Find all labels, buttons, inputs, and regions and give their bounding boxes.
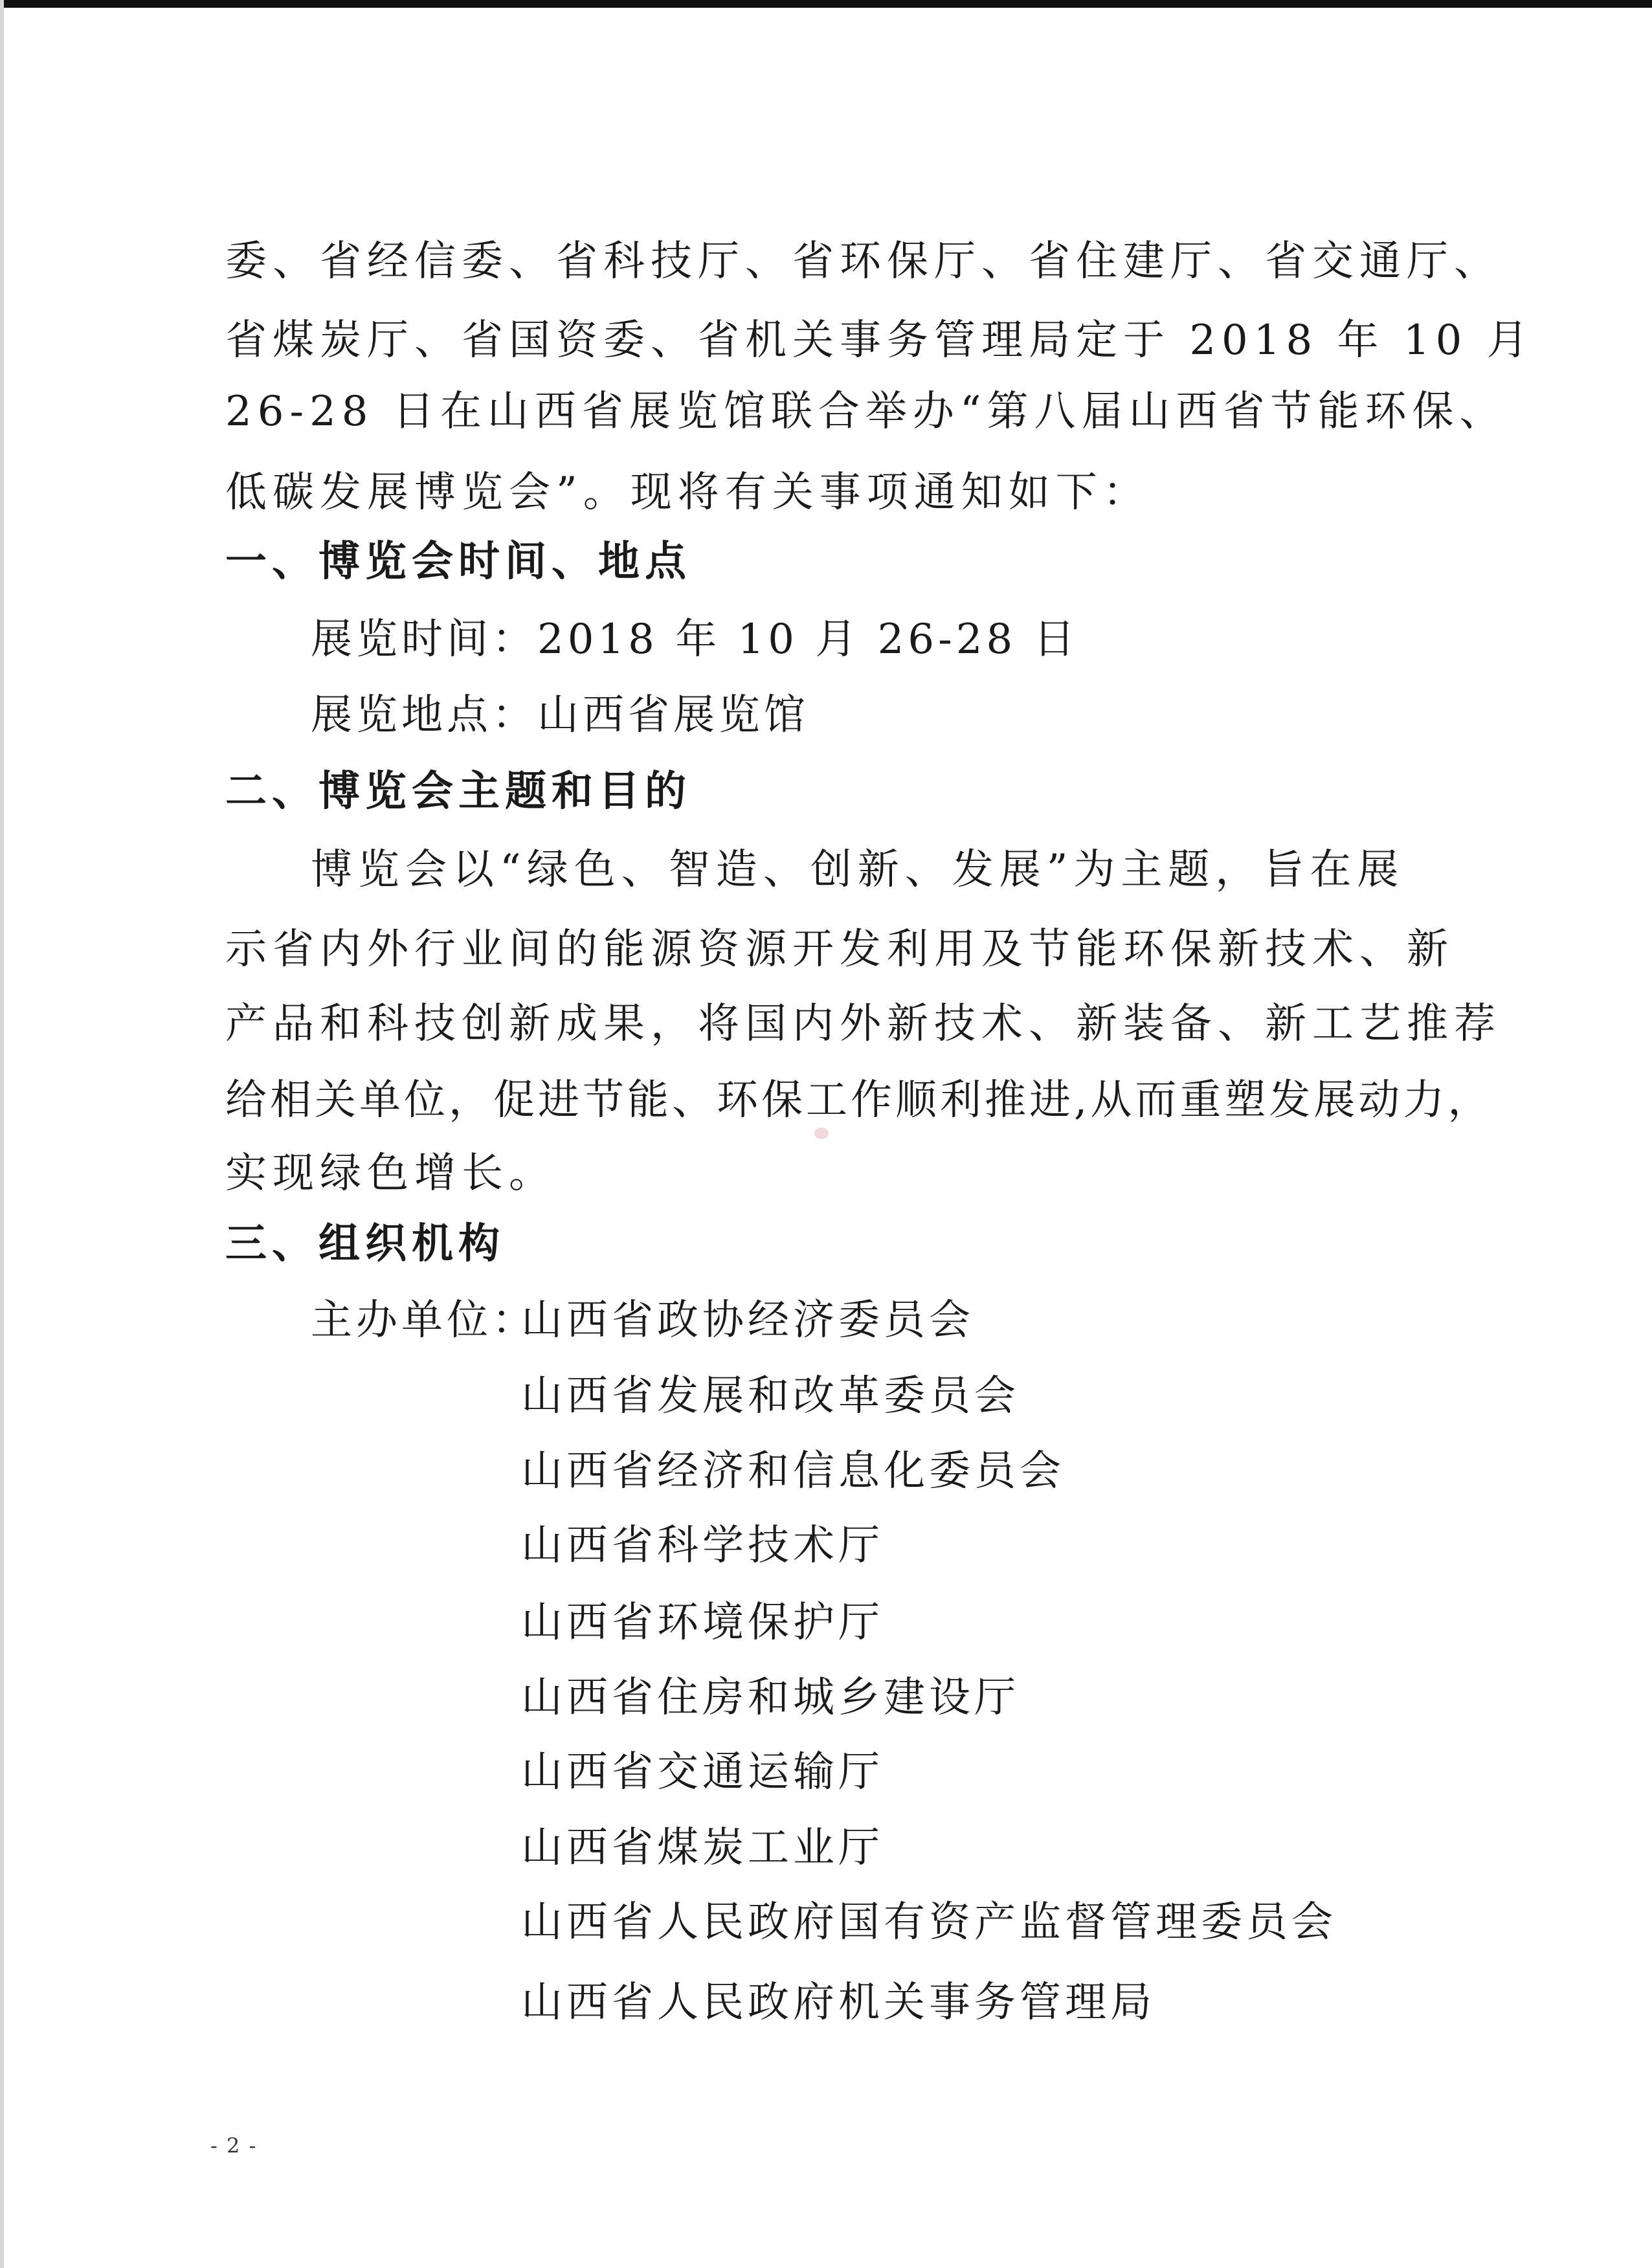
organizer-item-2: 山西省发展和改革委员会	[521, 1372, 1020, 1420]
organizer-item-6: 山西省住房和城乡建设厅	[521, 1674, 1020, 1722]
exhibition-time: 展览时间：2018 年 10 月 26-28 日	[311, 616, 1079, 663]
organizer-label: 主办单位：	[311, 1296, 537, 1344]
intro-line-2: 省煤炭厅、省国资委、省机关事务管理局定于 2018 年 10 月	[225, 317, 1534, 364]
organizer-item-3: 山西省经济和信息化委员会	[521, 1447, 1065, 1495]
theme-line-1: 博览会以“绿色、智造、创新、发展”为主题，旨在展	[311, 846, 1405, 894]
theme-line-2: 示省内外行业间的能源资源开发利用及节能环保新技术、新	[225, 926, 1454, 973]
section-2-heading: 二、博览会主题和目的	[225, 767, 691, 816]
organizer-item-8: 山西省煤炭工业厅	[521, 1824, 884, 1872]
theme-line-3: 产品和科技创新成果，将国内外新技术、新装备、新工艺推荐	[225, 1000, 1501, 1048]
page-number: - 2 -	[210, 2133, 258, 2158]
organizer-item-4: 山西省科学技术厅	[521, 1522, 884, 1570]
intro-line-4: 低碳发展博览会”。现将有关事项通知如下：	[225, 469, 1150, 517]
faint-stamp-mark	[814, 1128, 829, 1139]
exhibition-location: 展览地点：山西省展览馆	[311, 691, 809, 739]
organizer-item-10: 山西省人民政府机关事务管理局	[521, 1979, 1155, 2027]
theme-line-5: 实现绿色增长。	[225, 1150, 556, 1197]
organizer-item-1: 山西省政协经济委员会	[521, 1296, 974, 1344]
section-1-heading: 一、博览会时间、地点	[225, 537, 691, 586]
theme-line-4: 给相关单位，促进节能、环保工作顺利推进,从而重塑发展动力，	[225, 1076, 1493, 1124]
organizer-item-9: 山西省人民政府国有资产监督管理委员会	[521, 1898, 1337, 1946]
section-3-heading: 三、组织机构	[225, 1219, 505, 1268]
intro-line-1: 委、省经信委、省科技厅、省环保厅、省住建厅、省交通厅、	[225, 238, 1501, 285]
organizer-item-5: 山西省环境保护厅	[521, 1599, 884, 1647]
intro-line-3: 26-28 日在山西省展览馆联合举办“第八届山西省节能环保、	[225, 388, 1507, 436]
organizer-item-7: 山西省交通运输厅	[521, 1748, 884, 1796]
